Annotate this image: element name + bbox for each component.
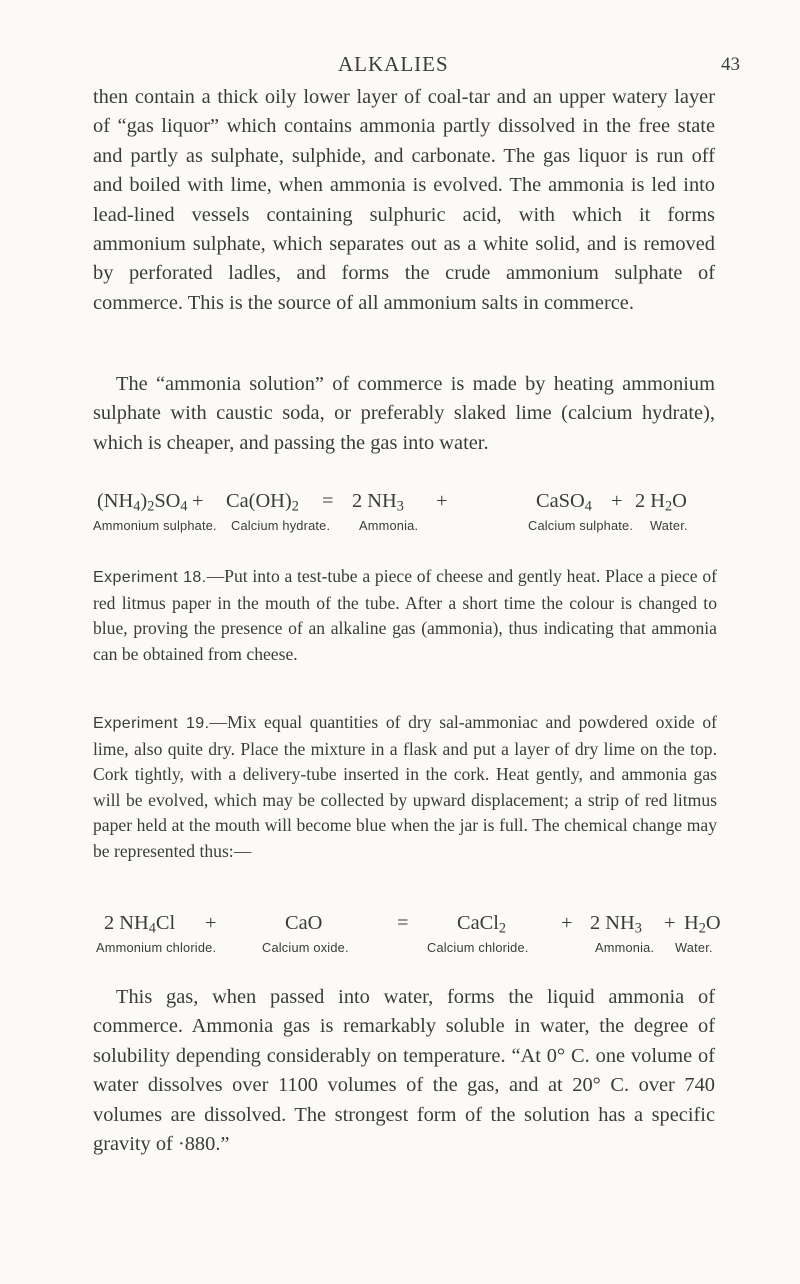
formula-calcium-hydrate: $Ca(OH)_2$ bbox=[226, 490, 299, 515]
equation-label: Ammonia. bbox=[359, 518, 419, 533]
experiment-label: Experiment 18. bbox=[93, 569, 207, 586]
equation-label: Water. bbox=[675, 940, 713, 955]
equation-label: Ammonium sulphate. bbox=[93, 518, 217, 533]
formula-ammonia: 2 $NH_3$ bbox=[590, 912, 642, 937]
experiment-18 bbox=[93, 564, 717, 667]
paragraph-coal-tar: then contain a thick oily lower layer of coal-tar and an upper watery layer of “gas liquor” which contains ammonia partly dissolved in the free state and partly as sulphate, sulphide, and carbonate. The gas liquor is run off and boiled with lime, when ammonia is evolved. The ammonia is led into lead-lined vessels containing sulphuric acid, with which it forms ammonium sulphate, which separates out as a white solid, and is removed by perforated ladles, and forms the crude ammonium sulphate of commerce. This is the source of all ammonium salts in commerce. bbox=[93, 86, 715, 314]
equation-label: Calcium hydrate. bbox=[231, 518, 331, 533]
experiment-text: —Put into a test-tube a piece of cheese and gently heat. Place a piece of red litmus paper in the mouth of the tube. After a short time the colour is changed to blue, proving the presence of an alkaline gas (ammonia), thus indicating that ammonia can be obtained from cheese. bbox=[93, 566, 717, 664]
plus-sign: + bbox=[664, 912, 676, 934]
formula-ammonium-sulphate: $(NH_4)_2SO_4$ bbox=[97, 490, 188, 515]
plus-sign: + bbox=[205, 912, 217, 934]
plus-sign: + bbox=[611, 490, 623, 512]
formula-calcium-oxide: CaO bbox=[285, 912, 323, 934]
formula-ammonia: 2 $NH_3$ bbox=[352, 490, 404, 515]
formula-water: $H_2O$ bbox=[684, 912, 721, 937]
equation-label: Calcium sulphate. bbox=[528, 518, 634, 533]
page-number: 43 bbox=[721, 54, 740, 75]
page-header bbox=[0, 52, 800, 80]
plus-sign: + bbox=[436, 490, 448, 512]
plus-sign: + bbox=[192, 490, 204, 512]
paragraph-ammonia-solution: The “ammonia solution” of commerce is made by heating ammonium sulphate with caustic soda, or preferably slaked lime (calcium hydrate), which is cheaper, and passing the gas into water. bbox=[93, 373, 715, 454]
formula-water: 2 $H_2O$ bbox=[635, 490, 687, 515]
equation-label: Ammonia. bbox=[595, 940, 655, 955]
formula-calcium-sulphate: CaSO$_4$ bbox=[536, 490, 592, 515]
equation-label: Calcium oxide. bbox=[262, 940, 349, 955]
experiment-label: Experiment 19. bbox=[93, 715, 210, 732]
equation-label: Calcium chloride. bbox=[427, 940, 529, 955]
plus-sign: + bbox=[561, 912, 573, 934]
paragraph-solubility: This gas, when passed into water, forms the liquid ammonia of commerce. Ammonia gas is remarkably soluble in water, the degree of solubility depending considerably on temperature. “At 0° C. one volume of water dissolves over 1100 volumes of the gas, and at 20° C. over 740 volumes are dissolved. The strongest form of the solution has a specific gravity of ·880.” bbox=[93, 986, 715, 1156]
equals-sign: = bbox=[397, 912, 409, 934]
running-head: ALKALIES bbox=[338, 52, 449, 76]
equation-label: Water. bbox=[650, 518, 688, 533]
experiment-text: —Mix equal quantities of dry sal-ammoniac and powdered oxide of lime, also quite dry. Place the mixture in a flask and put a layer of dry lime on the top. Cork tightly, with a delivery-tube inserted in the cork. Heat gently, and ammonia gas will be evolved, which may be collected by upward displacement; a strip of red litmus paper held at the mouth will become blue when the jar is full. The chemical change may be represented thus:— bbox=[93, 712, 717, 861]
equals-sign: = bbox=[322, 490, 334, 512]
formula-calcium-chloride: CaCl$_2$ bbox=[457, 912, 507, 937]
experiment-19 bbox=[93, 710, 717, 864]
equation-label: Ammonium chloride. bbox=[96, 940, 217, 955]
formula-ammonium-chloride: 2 $NH_4Cl$ bbox=[104, 912, 176, 937]
